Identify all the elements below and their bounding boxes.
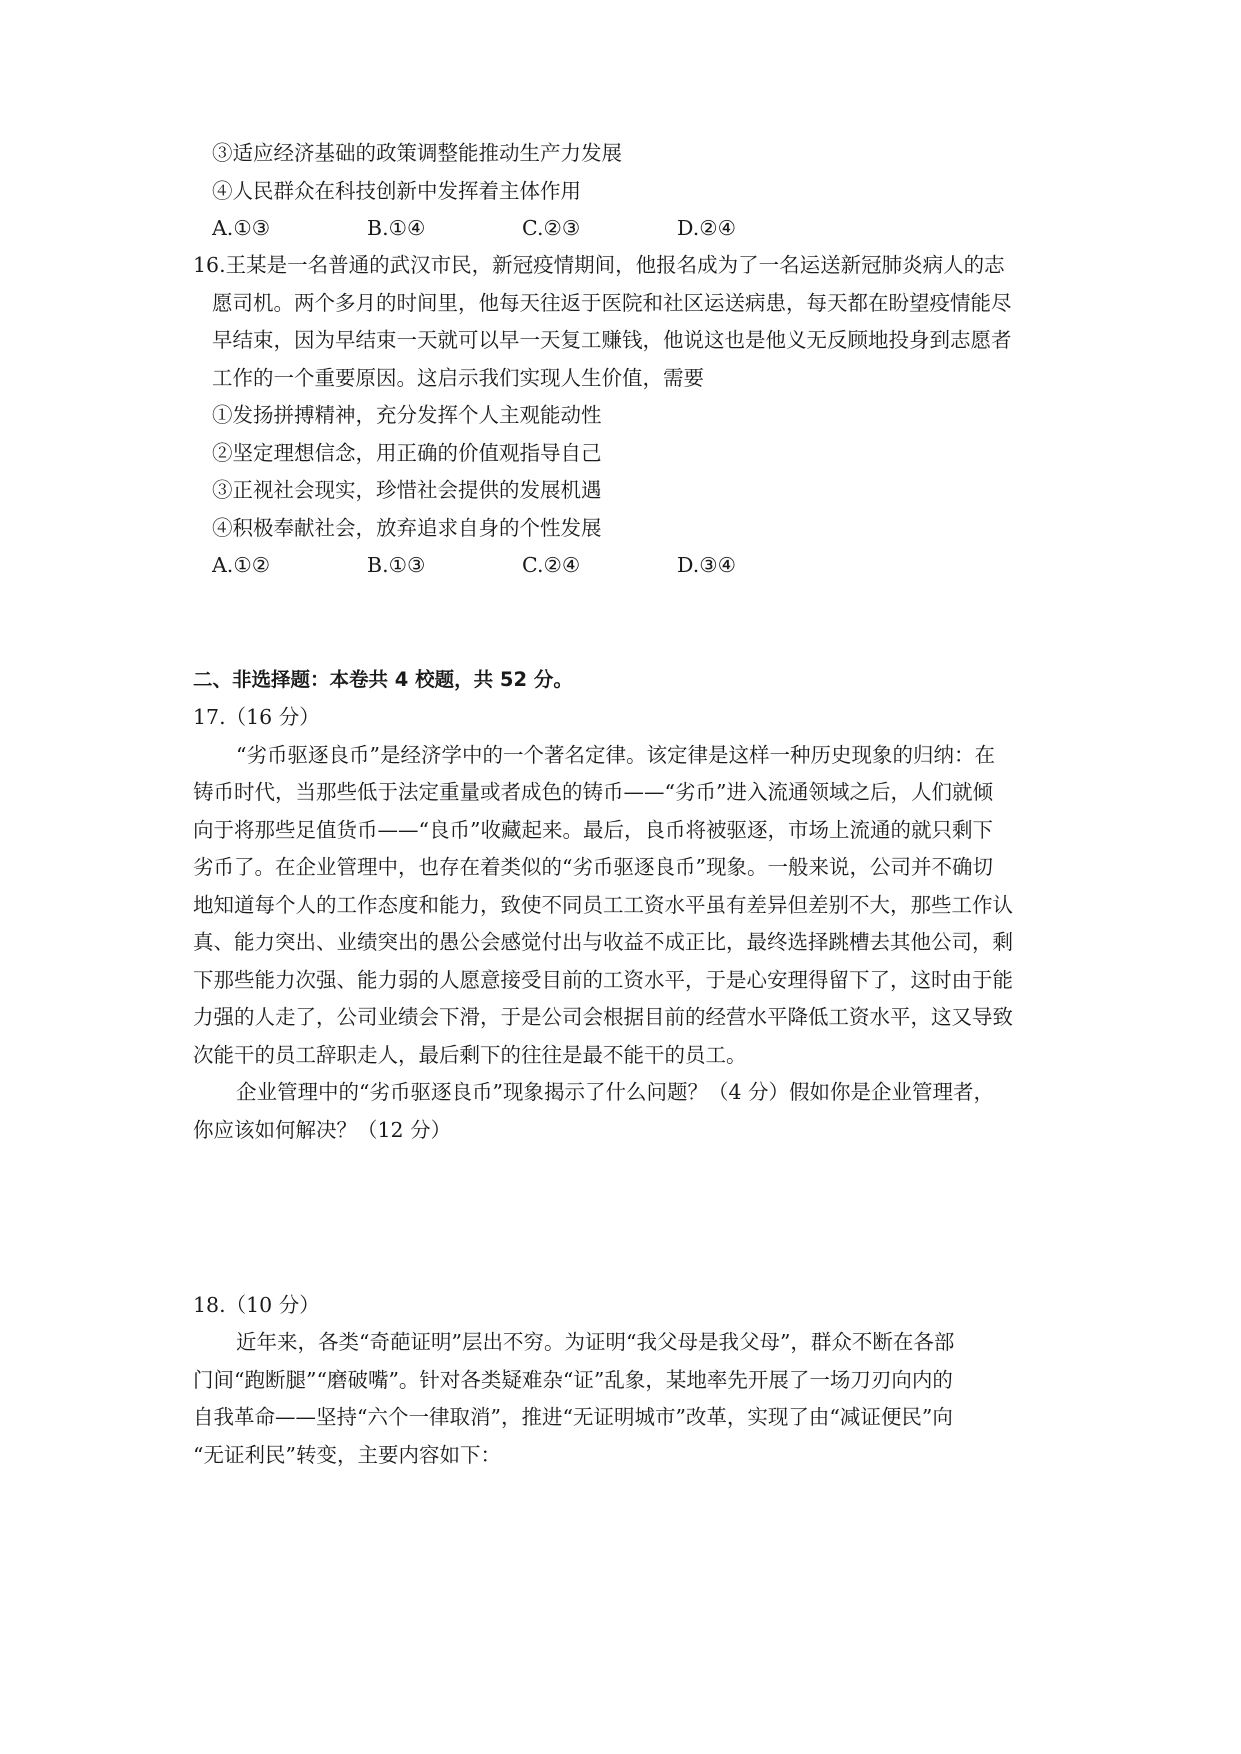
q15-option-4: ④人民群众在科技创新中发挥着主体作用 xyxy=(212,179,581,203)
q15-choices xyxy=(212,214,812,242)
q17-paragraph-line-1: “劣币驱逐良币”是经济学中的一个著名定律。该定律是这样一种历史现象的归纳：在 xyxy=(236,743,995,767)
q16-option-1: ①发扬拼搏精神，充分发挥个人主观能动性 xyxy=(212,403,602,427)
q17-paragraph-line-8: 力强的人走了，公司业绩会下滑，于是公司会根据目前的经营水平降低工资水平，这又导致 xyxy=(193,1005,1013,1029)
q17-paragraph-line-3: 向于将那些足值货币——“良币”收藏起来。最后，良币将被驱逐，市场上流通的就只剩下 xyxy=(193,818,993,842)
q16-option-3: ③正视社会现实，珍惜社会提供的发展机遇 xyxy=(212,478,602,502)
q18-paragraph-line-2: 门间“跑断腿”“磨破嘴”。针对各类疑难杂“证”乱象，某地率先开展了一场刀刃向内的 xyxy=(193,1368,953,1392)
q16-option-2: ②坚定理想信念，用正确的价值观指导自己 xyxy=(212,441,602,465)
q17-question-line-1: 企业管理中的“劣币驱逐良币”现象揭示了什么问题？（4 分）假如你是企业管理者， xyxy=(236,1080,995,1104)
q15-choice-d: D.②④ xyxy=(677,216,736,240)
q17-paragraph-line-2: 铸币时代，当那些低于法定重量或者成色的铸币——“劣币”进入流通领域之后，人们就倾 xyxy=(193,780,993,804)
q16-stem-line-1: 16.王某是一名普通的武汉市民，新冠疫情期间，他报名成为了一名运送新冠肺炎病人的志 xyxy=(193,253,1005,277)
q18-label: 18.（10 分） xyxy=(193,1293,320,1317)
q17-paragraph-line-4: 劣币了。在企业管理中，也存在着类似的“劣币驱逐良币”现象。一般来说，公司并不确切 xyxy=(193,855,993,879)
q16-choice-d: D.③④ xyxy=(677,553,736,577)
q18-paragraph-line-3: 自我革命——坚持“六个一律取消”，推进“无证明城市”改革，实现了由“减证便民”向 xyxy=(193,1405,953,1429)
section-heading: 二、非选择题：本卷共 4 校题，共 52 分。 xyxy=(193,668,573,691)
q16-choice-a: A.①② xyxy=(212,553,271,577)
q16-option-4: ④积极奉献社会，放弃追求自身的个性发展 xyxy=(212,516,602,540)
q18-paragraph-line-4: “无证利民”转变，主要内容如下： xyxy=(193,1443,501,1467)
q15-choice-c: C.②③ xyxy=(522,216,581,240)
q17-paragraph-line-9: 次能干的员工辞职走人，最后剩下的往往是最不能干的员工。 xyxy=(193,1043,747,1067)
q18-paragraph-line-1: 近年来，各类“奇葩证明”层出不穷。为证明“我父母是我父母”，群众不断在各部 xyxy=(236,1330,955,1354)
q17-label: 17.（16 分） xyxy=(193,705,320,729)
q15-choice-b: B.①④ xyxy=(367,216,426,240)
q17-paragraph-line-5: 地知道每个人的工作态度和能力，致使不同员工工资水平虽有差异但差别不大，那些工作认 xyxy=(193,893,1013,917)
q17-paragraph-line-6: 真、能力突出、业绩突出的愚公会感觉付出与收益不成正比，最终选择跳槽去其他公司，剩 xyxy=(193,930,1013,954)
q16-choices xyxy=(212,551,812,579)
q15-choice-a: A.①③ xyxy=(212,216,271,240)
q16-stem-line-4: 工作的一个重要原因。这启示我们实现人生价值，需要 xyxy=(212,366,704,390)
q15-option-3: ③适应经济基础的政策调整能推动生产力发展 xyxy=(212,141,622,165)
q16-stem-line-3: 早结束，因为早结束一天就可以早一天复工赚钱，他说这也是他义无反顾地投身到志愿者 xyxy=(212,328,1012,352)
q17-paragraph-line-7: 下那些能力次强、能力弱的人愿意接受目前的工资水平，于是心安理得留下了，这时由于能 xyxy=(193,968,1013,992)
q16-stem-line-2: 愿司机。两个多月的时间里，他每天往返于医院和社区运送病患，每天都在盼望疫情能尽 xyxy=(212,291,1012,315)
q16-choice-c: C.②④ xyxy=(522,553,581,577)
q17-question-line-2: 你应该如何解决？（12 分） xyxy=(193,1118,452,1142)
q16-choice-b: B.①③ xyxy=(367,553,426,577)
